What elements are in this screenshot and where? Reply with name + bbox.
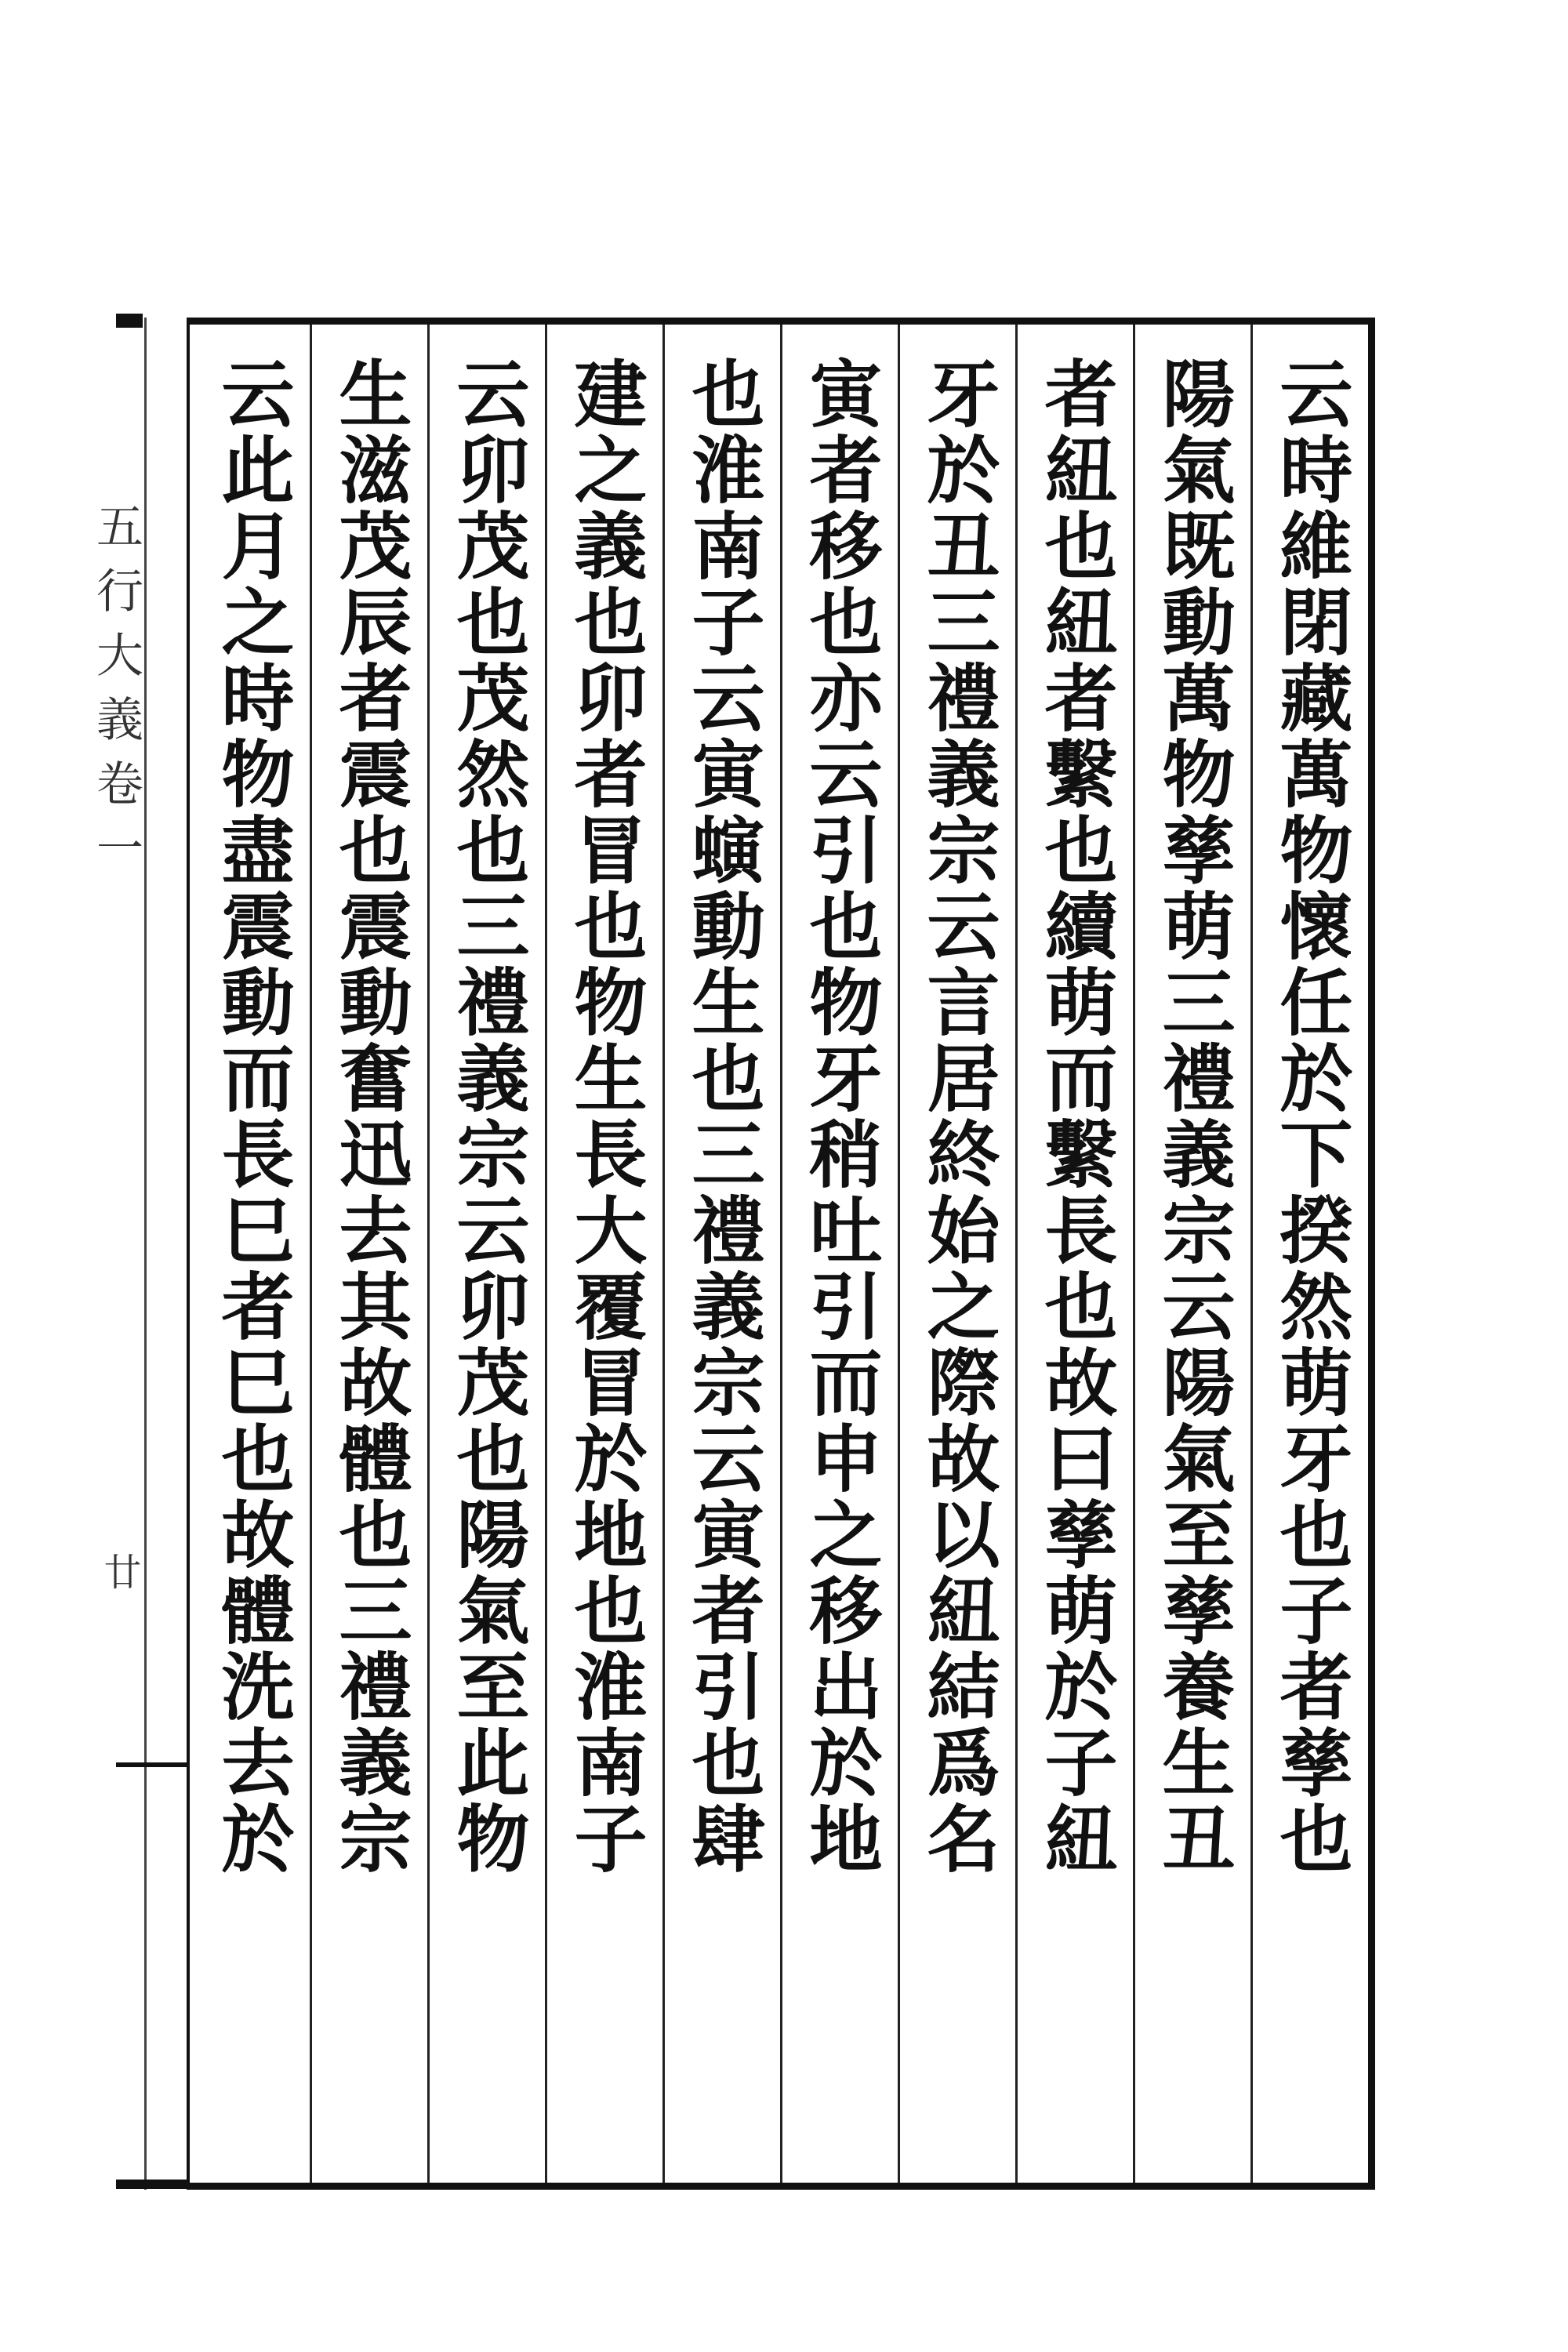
margin-rule [144, 318, 147, 2190]
text-columns [194, 325, 1368, 2183]
column-text: 云時維閉藏萬物懷任於下揆然萌牙也子者孳也 [1268, 356, 1353, 1877]
fishtail-mark-top [116, 314, 143, 328]
text-column [427, 325, 545, 2183]
column-text: 云此月之時物盡震動而長巳者巳也故體洗去於 [209, 356, 295, 1877]
text-column [1015, 325, 1133, 2183]
text-column [310, 325, 427, 2183]
text-column [545, 325, 662, 2183]
column-text: 建之義也卯者冒也物生長大覆冒於地也淮南子 [562, 356, 648, 1877]
text-column [1133, 325, 1250, 2183]
column-text: 生滋茂辰者震也震動奮迅去其故體也三禮義宗 [327, 356, 412, 1877]
text-column [1250, 325, 1368, 2183]
text-column [662, 325, 780, 2183]
column-text: 者紐也紐者繫也續萌而繫長也故曰孳萌於子紐 [1033, 356, 1118, 1877]
column-text: 陽氣既動萬物孳萌三禮義宗云陽氣至孳養生丑 [1150, 356, 1236, 1877]
column-text: 牙於丑三禮義宗云言居終始之際故以紐結爲名 [915, 356, 1000, 1877]
fishtail-mark-bottom [116, 2180, 187, 2189]
text-column [194, 325, 310, 2183]
margin-page-number: 廿 [97, 1552, 141, 1590]
text-column [898, 325, 1015, 2183]
text-column [780, 325, 898, 2183]
column-text: 云卯茂也茂然也三禮義宗云卯茂也陽氣至此物 [445, 356, 530, 1877]
column-text: 寅者移也亦云引也物牙稍吐引而申之移出於地 [797, 356, 883, 1877]
margin-book-title: 五行大義卷一 [89, 502, 143, 887]
margin-divider-mark [116, 1762, 187, 1767]
column-text: 也淮南子云寅螾動生也三禮義宗云寅者引也肆 [680, 356, 765, 1877]
